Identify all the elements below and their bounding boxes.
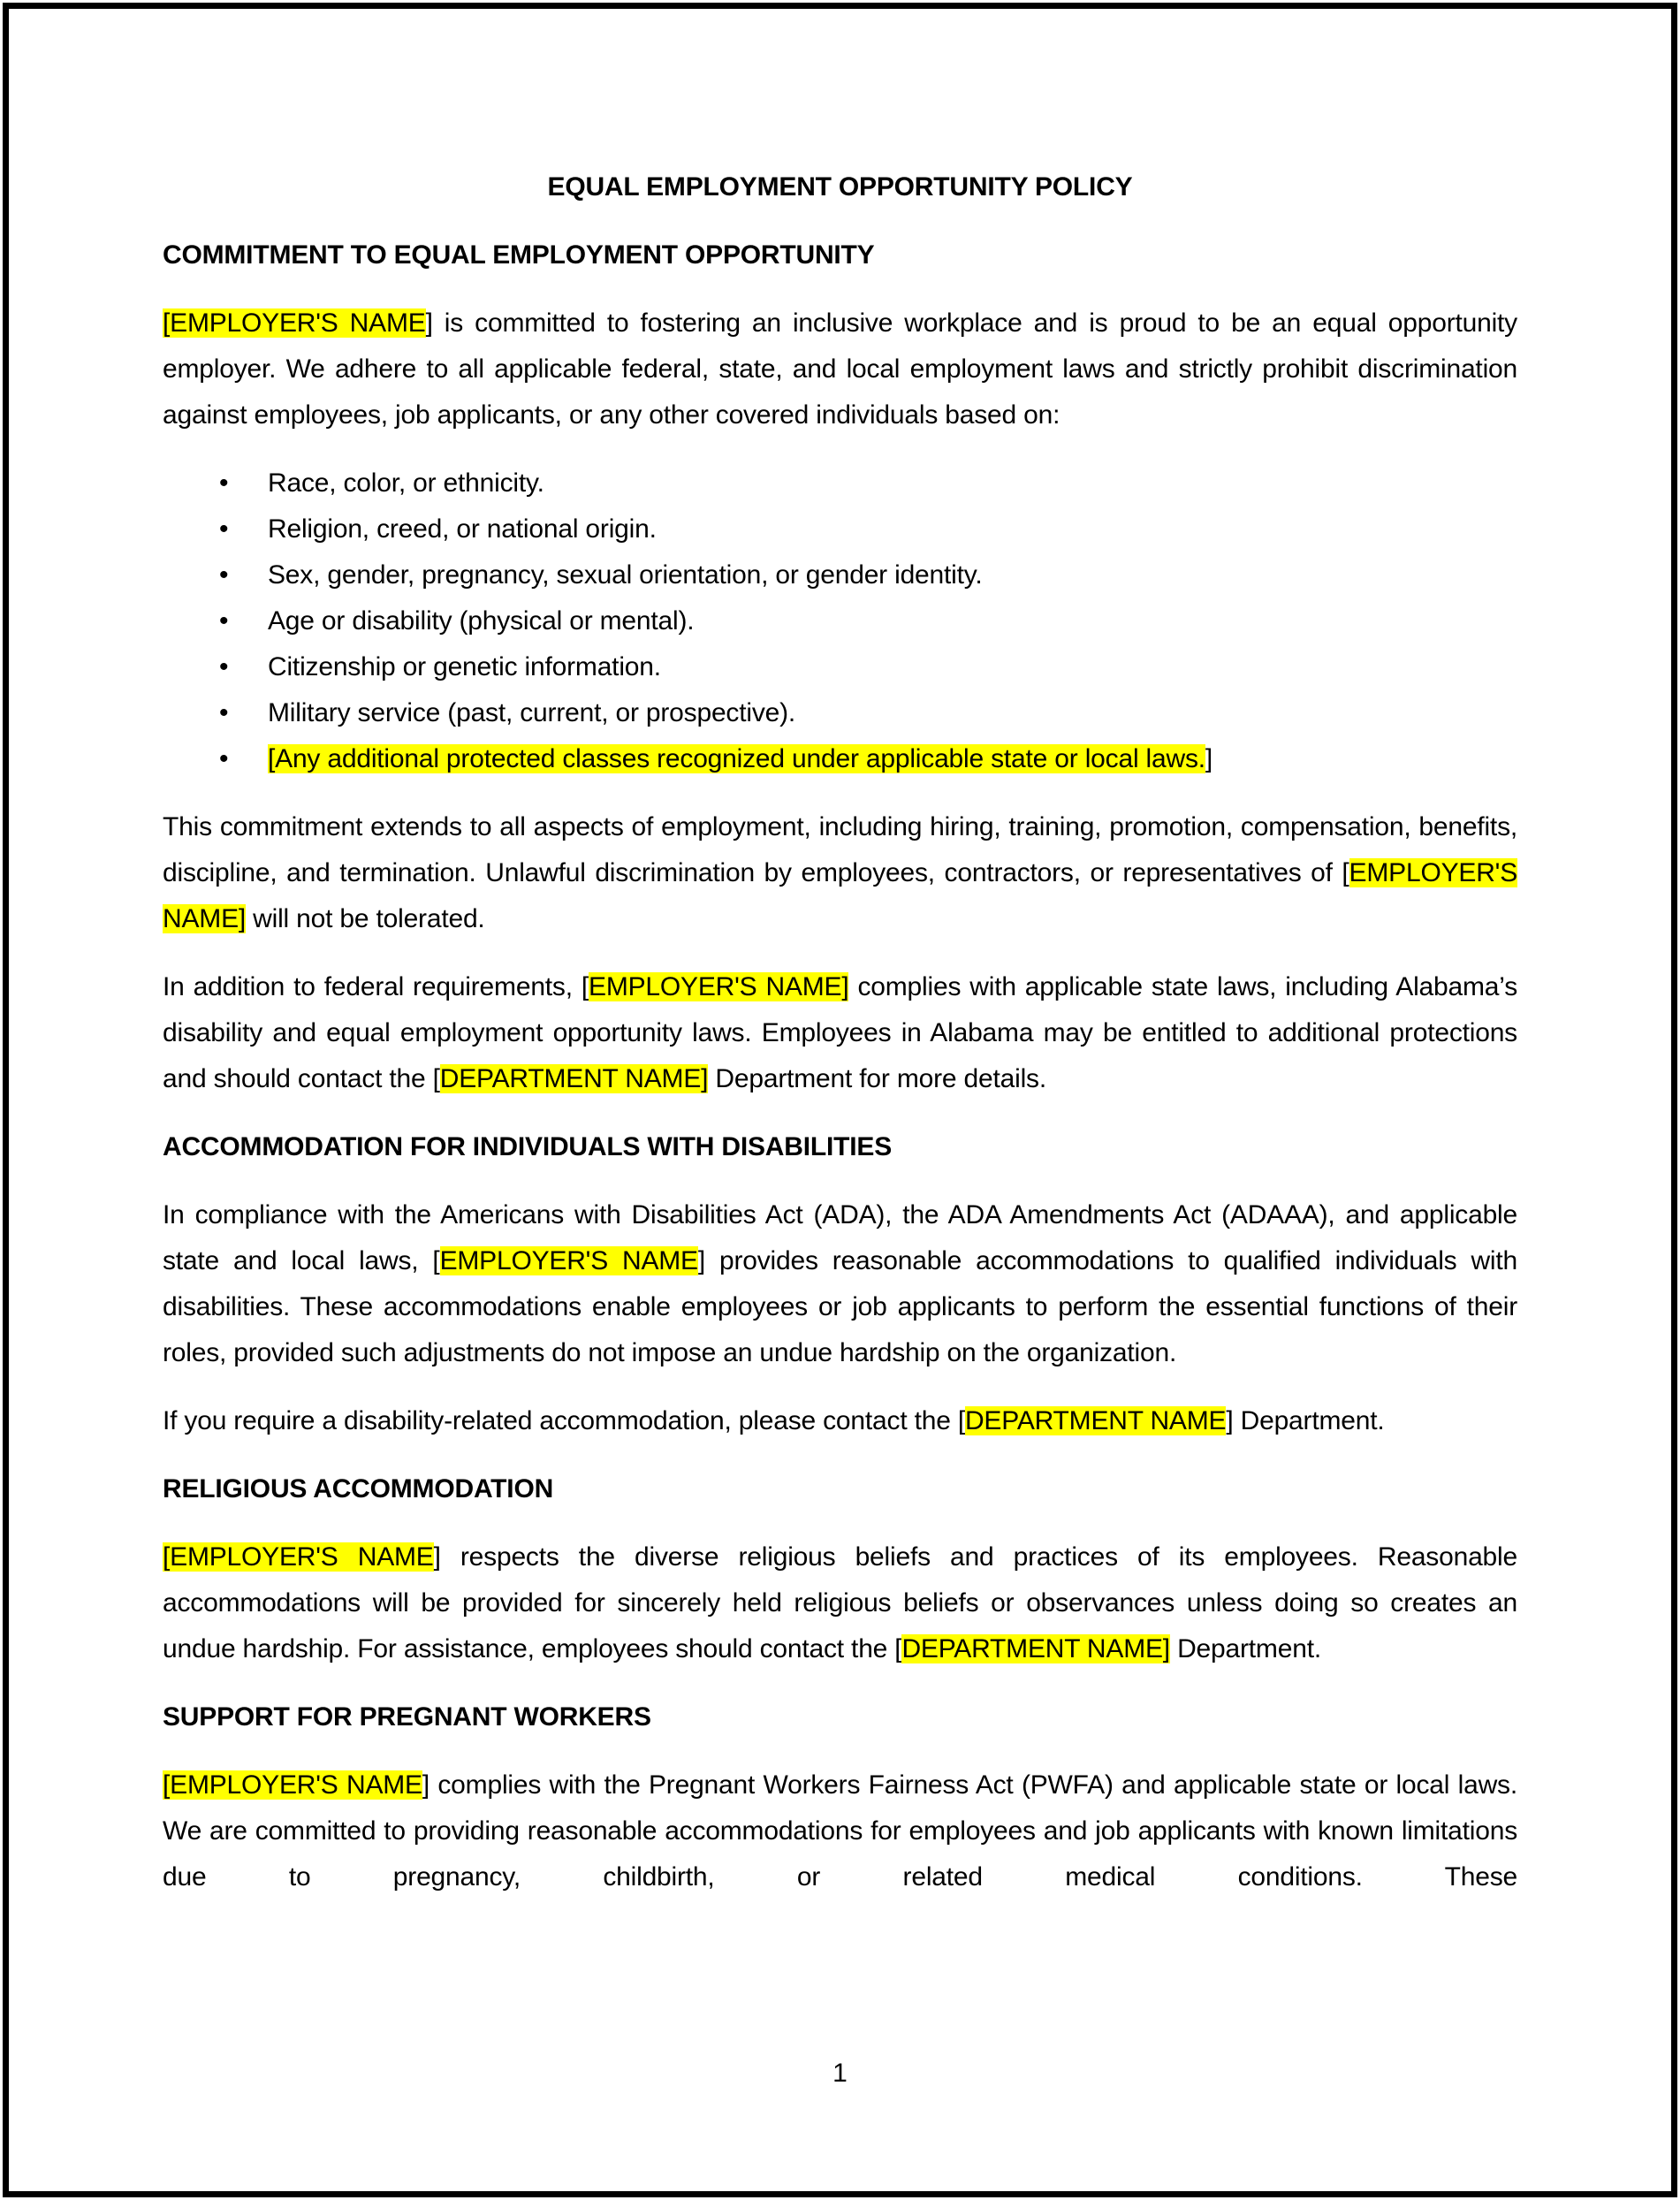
text-run: Military service (past, current, or prospective).	[268, 698, 796, 727]
placeholder-department-name: DEPARTMENT NAME]	[439, 1064, 709, 1093]
placeholder-employers-name: EMPLOYER'S NAME]	[163, 858, 1517, 933]
heading-ada-accommodation: ACCOMMODATION FOR INDIVIDUALS WITH DISABILITIES	[163, 1132, 893, 1161]
text-run: complies with applicable state laws, including Alabama’s disability and equal employment opportunity laws. Employees in Alabama may be entitled to additional protections and should contact the [	[163, 972, 1517, 1093]
placeholder-additional-protected-classes: [Any additional protected classes recognized under applicable state or local laws.	[268, 744, 1205, 773]
placeholder-employers-name: [EMPLOYER'S NAME	[163, 1542, 434, 1572]
paragraph-commitment-intro	[163, 301, 1517, 438]
text-run: If you require a disability-related accommodation, please contact the [	[163, 1406, 965, 1435]
paragraph-pregnant-workers	[163, 1762, 1517, 1900]
text-run: In addition to federal requirements, [	[163, 972, 589, 1001]
document-content	[163, 164, 1517, 1922]
text-run: will not be tolerated.	[246, 904, 485, 933]
text-run: Department for more details.	[708, 1064, 1046, 1093]
text-run: Citizenship or genetic information.	[268, 652, 661, 681]
paragraph-disability-contact	[163, 1398, 1517, 1444]
text-run: Age or disability (physical or mental).	[268, 606, 695, 636]
placeholder-employers-name: EMPLOYER'S NAME	[439, 1246, 698, 1275]
list-item	[163, 461, 1517, 506]
page-number: 1	[832, 2059, 848, 2088]
text-run: ] provides reasonable accommodations to qualified individuals with disabilities. These accommodations enable employees or job applicants to perform the essential functions of their roles, provided such adjustments do not impose an undue hardship on the organization.	[163, 1246, 1517, 1367]
document-title: EQUAL EMPLOYMENT OPPORTUNITY POLICY	[547, 172, 1133, 202]
list-item	[163, 552, 1517, 598]
text-run: ] is committed to fostering an inclusive workplace and is proud to be an equal opportunity employer. We adhere to all applicable federal, state, and local employment laws and strictly prohibit discrimination against employees, job applicants, or any other covered individuals based on:	[163, 308, 1517, 430]
text-run: Religion, creed, or national origin.	[268, 514, 657, 544]
placeholder-department-name: DEPARTMENT NAME]	[901, 1634, 1170, 1663]
list-item	[163, 598, 1517, 644]
heading-pregnant-workers: SUPPORT FOR PREGNANT WORKERS	[163, 1702, 651, 1732]
list-item	[163, 506, 1517, 552]
placeholder-employers-name: [EMPLOYER'S NAME	[163, 1770, 422, 1800]
list-item	[163, 644, 1517, 690]
text-run: ] complies with the Pregnant Workers Fairness Act (PWFA) and applicable state or local laws. We are committed to providing reasonable accommodations for employees and job applicants with known limitations due to pregnancy, childbirth, or related medical conditions. These	[163, 1770, 1517, 1892]
text-run: Department.	[1169, 1634, 1321, 1663]
paragraph-ada-compliance	[163, 1192, 1517, 1376]
list-item	[163, 690, 1517, 736]
placeholder-employers-name: [EMPLOYER'S NAME	[163, 308, 426, 338]
placeholder-employers-name: EMPLOYER'S NAME]	[589, 972, 849, 1001]
list-item	[163, 736, 1517, 782]
heading-religious-accommodation: RELIGIOUS ACCOMMODATION	[163, 1474, 554, 1503]
paragraph-religious-accommodation	[163, 1534, 1517, 1672]
text-run: ] Department.	[1226, 1406, 1385, 1435]
paragraph-state-law-compliance	[163, 964, 1517, 1102]
text-run: ]	[1205, 744, 1213, 773]
paragraph-commitment-scope	[163, 804, 1517, 942]
text-run: In compliance with the Americans with Disabilities Act (ADA), the ADA Amendments Act (ADAAA), and applicable state and local laws, [	[163, 1200, 1517, 1275]
protected-classes-list	[163, 461, 1517, 782]
text-run: ] respects the diverse religious beliefs and practices of its employees. Reasonable accommodations will be provided for sincerely held religious beliefs or observances unless doing so creates an undue hardship. For assistance, employees should contact the [	[163, 1542, 1517, 1663]
heading-commitment: COMMITMENT TO EQUAL EMPLOYMENT OPPORTUNITY	[163, 240, 875, 270]
text-run: This commitment extends to all aspects of employment, including hiring, training, promotion, compensation, benefits, discipline, and termination. Unlawful discrimination by employees, contractors, or representatives of [	[163, 812, 1517, 887]
text-run: Race, color, or ethnicity.	[268, 468, 544, 498]
text-run: Sex, gender, pregnancy, sexual orientation, or gender identity.	[268, 560, 983, 590]
placeholder-department-name: DEPARTMENT NAME	[964, 1406, 1227, 1435]
